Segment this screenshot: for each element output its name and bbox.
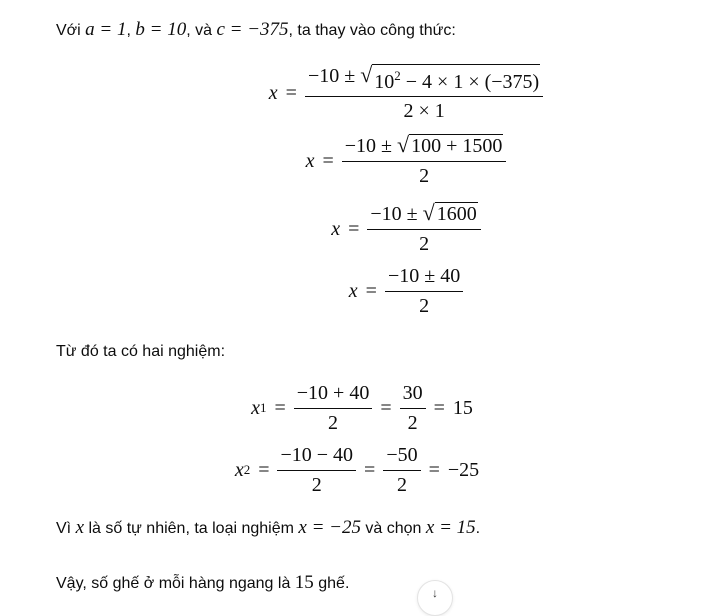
separator: , <box>126 22 136 39</box>
radicand: 100 + 1500 <box>411 135 503 157</box>
lhs-var: x <box>331 217 341 240</box>
fraction <box>342 134 507 188</box>
denominator: 2 <box>407 412 418 434</box>
solution-var: x <box>251 396 260 419</box>
a-assignment: a = 1 <box>85 19 127 40</box>
numerator: 30 <box>400 381 426 409</box>
final-paragraph <box>56 572 349 595</box>
subscript: 2 <box>243 462 251 477</box>
conclusion-text-mid2: và chọn <box>360 520 426 537</box>
numerator: −10 + 40 <box>294 381 373 409</box>
solution-2: x 2 = $\frac{-10 - 40}{2}$ = $\frac{-50}{2}$ = −25 <box>234 444 480 496</box>
rejected-solution: x = −25 <box>298 517 361 538</box>
lhs-var: x <box>268 82 278 104</box>
square-root: √ 100 + 1500 <box>397 132 503 157</box>
conclusion-text: Vì <box>56 520 76 537</box>
conclusion-text-end: . <box>475 520 481 537</box>
equation-step-2: x = −10 ± √ 100 + 1500 2 <box>0 134 702 188</box>
lhs-var: x <box>348 279 358 302</box>
numerator-prefix: −10 ± <box>370 203 423 225</box>
numerator-prefix: −10 ± <box>344 135 398 157</box>
numerator-prefix: −10 ± <box>307 65 361 87</box>
separator-and: , và <box>186 22 217 39</box>
subscript: 1 <box>259 400 267 415</box>
square-root: √ 1600 <box>422 200 477 225</box>
intro-text-end: , ta thay vào công thức: <box>288 22 456 39</box>
exponent: 2 <box>394 68 401 83</box>
fraction <box>294 381 373 435</box>
fraction <box>385 264 463 318</box>
fraction <box>277 443 356 497</box>
denominator: 2 × 1 <box>403 100 445 122</box>
equation-step-1: x = −10 ± √ $10^2 - 4 \times 1 \times (-375)$ 2 × 1 <box>0 64 702 123</box>
fraction <box>367 202 480 256</box>
numerator: −50 <box>383 443 420 471</box>
denominator: 2 <box>311 474 322 496</box>
radicand: 1600 <box>436 203 477 225</box>
b-assignment: b = 10 <box>135 19 187 40</box>
conclusion-text-mid: là số tự nhiên, ta loại nghiệm <box>84 520 299 537</box>
radicand: 10 <box>374 71 395 93</box>
equation-step-3: x = −10 ± √ 1600 2 <box>0 202 702 256</box>
intro-text: Với <box>56 22 86 39</box>
square-root: √ $10^2 - 4 \times 1 \times (-375)$ <box>360 62 540 93</box>
solution-1: x 1 = $\frac{-10 + 40}{2}$ = $\frac{30}{2}$ = 15 <box>251 382 473 434</box>
arrow-down-icon: ↓ <box>432 586 438 600</box>
conclusion-paragraph <box>56 517 480 540</box>
denominator: 2 <box>419 295 430 317</box>
final-text-end: ghế. <box>313 575 350 592</box>
numerator: −10 − 40 <box>277 443 356 471</box>
equation-step-4: x = $\frac{-10 \pm 40}{2}$ <box>0 264 702 318</box>
scroll-down-button[interactable] <box>417 580 453 616</box>
lhs-var: x <box>305 149 315 172</box>
result: 15 <box>452 396 473 419</box>
two-solutions-text: Từ đó ta có hai nghiệm: <box>56 343 226 360</box>
intro-paragraph <box>56 19 456 42</box>
denominator: 2 <box>396 474 407 496</box>
fraction <box>383 443 420 497</box>
numerator: −10 ± 40 <box>385 264 463 292</box>
final-value: 15 <box>294 572 314 593</box>
final-text: Vậy, số ghế ở mỗi hàng ngang là <box>56 575 295 592</box>
fraction <box>305 64 543 123</box>
c-assignment: c = −375 <box>216 19 289 40</box>
radicand-rest: − 4 × 1 × (−375) <box>400 71 540 93</box>
var-x: x <box>75 517 84 538</box>
accepted-solution: x = 15 <box>425 517 476 538</box>
denominator: 2 <box>328 412 339 434</box>
denominator: 2 <box>419 233 430 255</box>
solution-var: x <box>234 458 244 481</box>
fraction <box>400 381 426 435</box>
result: −25 <box>447 458 480 481</box>
denominator: 2 <box>419 165 430 187</box>
